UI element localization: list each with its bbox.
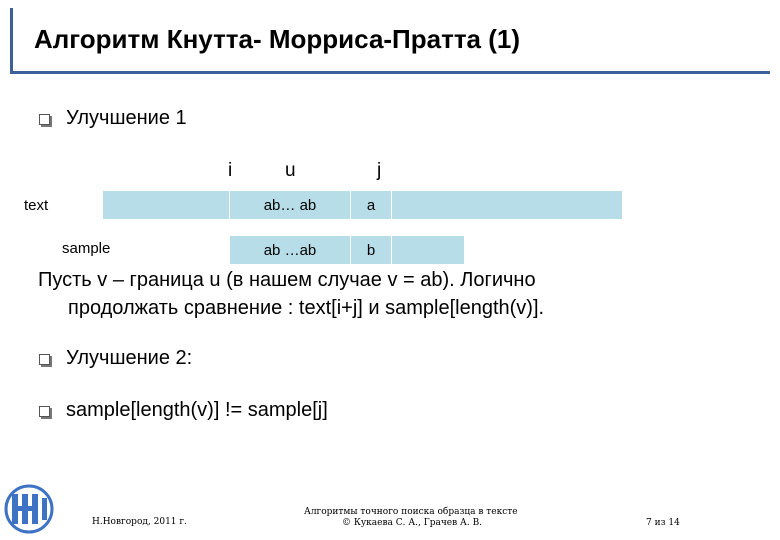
bullet-improvement-1: Улучшение 1 xyxy=(66,107,187,129)
footer-page-number: 7 из 14 xyxy=(646,518,680,528)
bullet-condition: sample[length(v)] != sample[j] xyxy=(66,399,328,421)
text-rest-cell xyxy=(391,190,623,220)
index-u-label: u xyxy=(285,160,296,181)
sample-u-cell: ab …ab xyxy=(229,235,351,265)
paragraph-line-1: Пусть v – граница u (в нашем случае v = ab). Логично xyxy=(38,269,536,291)
text-j-cell: a xyxy=(350,190,392,220)
bullet-icon xyxy=(39,114,50,125)
university-logo-icon xyxy=(4,484,54,534)
index-j-label: j xyxy=(377,160,382,181)
sample-row-label: sample xyxy=(62,240,111,257)
bullet-icon xyxy=(39,406,50,417)
text-u-cell: ab… ab xyxy=(229,190,351,220)
slide-title: Алгоритм Кнутта- Морриса-Пратта (1) xyxy=(34,24,521,54)
sample-j-cell: b xyxy=(350,235,392,265)
index-i-label: i xyxy=(228,160,233,181)
text-row-label: text xyxy=(24,197,49,214)
explanation-paragraph xyxy=(38,266,738,322)
footer-authors: © Кукаева С. А., Грачев А. В. xyxy=(342,518,483,528)
footer-city-year: Н.Новгород, 2011 г. xyxy=(92,517,187,527)
text-prefix-cell xyxy=(102,190,230,220)
footer-course-title: Алгоритмы точного поиска образца в тексте xyxy=(304,507,518,517)
paragraph-line-2: продолжать сравнение : text[i+j] и sample[length(v)]. xyxy=(68,297,545,319)
bullet-improvement-2: Улучшение 2: xyxy=(66,347,193,369)
sample-rest-cell xyxy=(391,235,465,265)
bullet-icon xyxy=(39,354,50,365)
